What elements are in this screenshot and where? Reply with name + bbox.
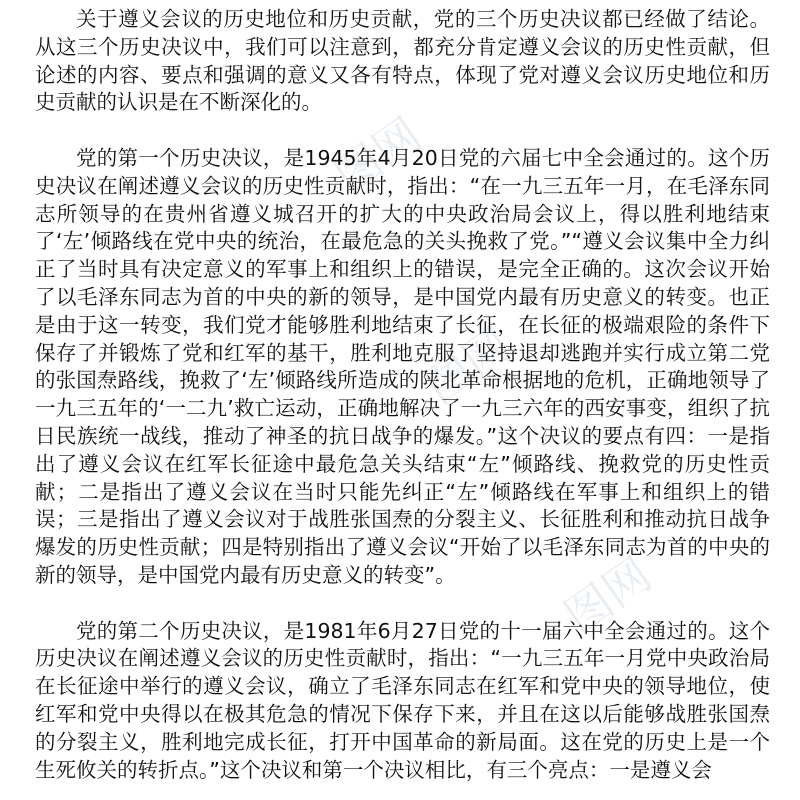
watermark: 图网 — [554, 546, 661, 644]
watermark: 图网 — [324, 106, 431, 204]
paragraph-second-resolution: 党的第二个历史决议，是1981年6月27日党的十一届六中全会通过的。这个历史决议在阐述遵义会议的历史性贡献时，指出：“一九三五年一月党中央政治局在长征途中举行的遵义会议，确立了毛泽东同志在红军和党中央的领导地位，使红军和党中央得以在极其危急的情况下保存下来，并且在这以后能够战胜张国焘的分裂主义，胜利地完成长征，打开中国革命的新局面。这在党的历史上是一个生死攸关的转折点。”这个决议和第一个决议相比，有三个亮点：一是遵义会 — [35, 618, 770, 782]
paragraph-first-resolution: 党的第一个历史决议，是1945年4月20日党的六届七中全会通过的。这个历史决议在阐述遵义会议的历史性贡献时，指出：“在一九三五年一月，在毛泽东同志所领导的在贵州省遵义城召开的扩大的中央政治局会议上，得以胜利地结束了‘左’倾路线在党中央的统治，在最危急的关头挽救了党。”“遵义会议集中全力纠正了当时具有决定意义的军事上和组织上的错误，是完全正确的。这次会议开始了以毛泽东同志为首的中央的新的领导，是中国党内最有历史意义的转变。也正是由于这一转变，我们党才能够胜利地结束了长征，在长征的极端艰险的条件下保存了并锻炼了党和红军的基干，胜利地克服了坚持退却逃跑并实行成立第二党的张国焘路线，挽救了‘左’倾路线所造成的陕北革命根据地的危机，正确地领导了一九三五年的‘一二九’救亡运动，正确地解决了一九三六年的西安事变，组织了抗日民族统一战线，推动了神圣的抗日战争的爆发。”这个决议的要点有四：一是指出了遵义会议在红军长征途中最危急关头结束“左”倾路线、挽救党的历史性贡献；二是指出了遵义会议在当时只能先纠正“左”倾路线在军事上和组织上的错误；三是指出了遵义会议对于战胜张国焘的分裂主义、长征胜利和推动抗日战争爆发的历史性贡献；四是特别指出了遵义会议“开始了以毛泽东同志为首的中央的新的领导，是中国党内最有历史意义的转变”。 — [35, 145, 770, 587]
paragraph-intro: 关于遵义会议的历史地位和历史贡献，党的三个历史决议都已经做了结论。从这三个历史决议中，我们可以注意到，都充分肯定遵义会议的历史性贡献，但论述的内容、要点和强调的意义又各有特点，体现了党对遵义会议历史地位和历史贡献的认识是在不断深化的。 — [35, 7, 770, 115]
watermark: 图网 — [414, 316, 521, 414]
